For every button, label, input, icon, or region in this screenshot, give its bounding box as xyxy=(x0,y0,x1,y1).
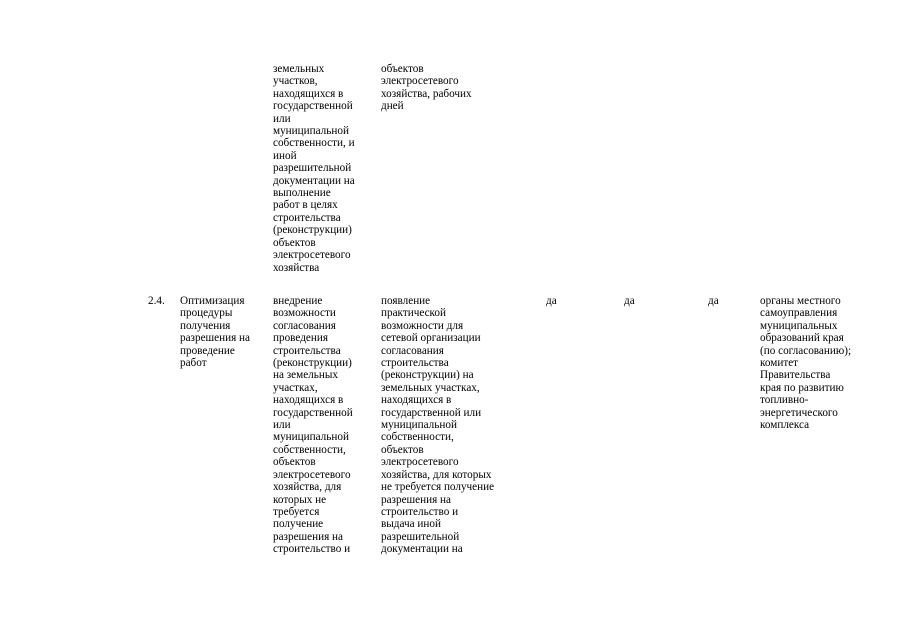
row-measure-cell: внедрение возможности согласования проведения строительства (реконструкции) на земельных участках, находящихся в государственной или муниципальной собственности, объектов электросетевого хозяйства, для которых не требуется получение разрешения на строительство и xyxy=(273,295,353,556)
continuation-measure-cell: земельных участков, находящихся в государственной или муниципальной собственности, и иной разрешительной документации на выполнение работ в целях строительства (реконструкции) объектов электросетевого хозяйства xyxy=(273,63,355,274)
row-number-cell: 2.4. xyxy=(148,295,165,307)
row-flag-3-cell: да xyxy=(708,295,719,307)
continuation-result-cell: объектов электросетевого хозяйства, рабочих дней xyxy=(381,63,472,113)
row-name-cell: Оптимизация процедуры получения разрешения на проведение работ xyxy=(180,295,250,370)
row-result-cell: появление практической возможности для сетевой организации согласования строительства (реконструкции) на земельных участках, находящихся в государственной или муниципальной собственности, объектов электросетевого хозяйства, для которых не требуется получение разрешения на строительство и выдача иной разрешительной документации на xyxy=(381,295,495,556)
row-flag-1-cell: да xyxy=(546,295,557,307)
row-responsible-cell: органы местного самоуправления муниципальных образований края (по согласованию); комитет Правительства края по развитию топливно- энергетического комплекса xyxy=(760,295,852,432)
row-flag-2-cell: да xyxy=(624,295,635,307)
